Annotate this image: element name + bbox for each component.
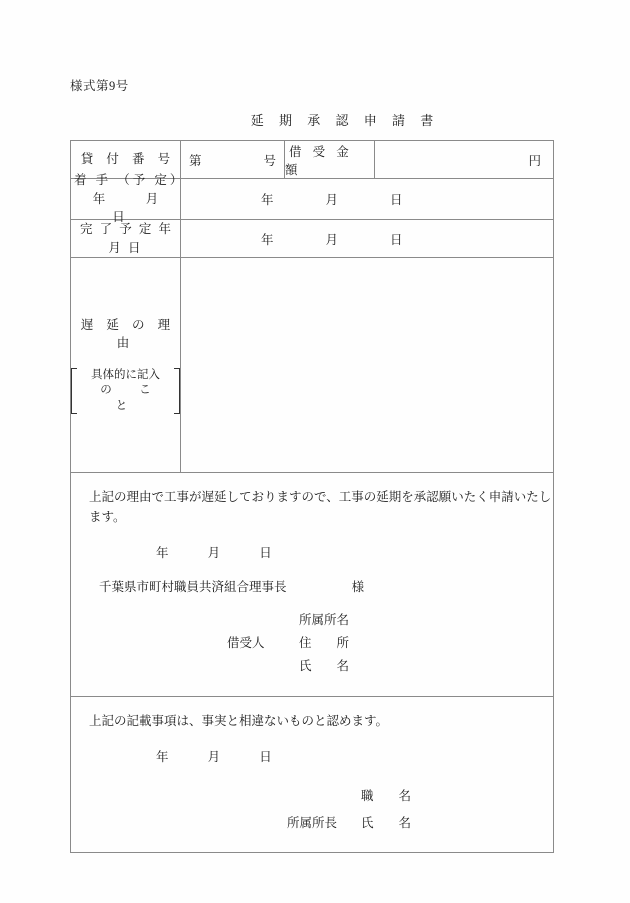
start-date-label-line1: 着 手 （予 定） [74,172,186,187]
start-date-month-unit: 月 [325,193,339,207]
application-signature-block [71,609,553,678]
application-addressee-name: 千葉県市町村職員共済組合理事長 [99,580,287,594]
table-row-completion-date [71,220,553,258]
delay-reason-title: 遅 延 の 理 由 [80,317,176,350]
start-date-label-line2: 年 月 日 [92,191,199,225]
application-address-label: 住 所 [299,636,350,651]
certification-name-line[interactable] [287,810,553,836]
application-addressee-line [71,577,553,595]
application-date-year-unit: 年 [156,546,169,560]
completion-date-day-unit: 日 [390,232,403,247]
certification-block [71,697,553,852]
application-block [71,473,553,696]
certification-title-line[interactable] [361,783,553,809]
start-date-label [71,172,199,225]
delay-reason-note-line1: 具体的に記入 [91,368,160,381]
certification-date-year-unit: 年 [156,750,169,765]
table-row-start-date [71,172,553,225]
start-date-input[interactable] [181,179,553,219]
amount-unit: 円 [528,153,541,168]
application-form-table [70,140,554,853]
bracket-right-icon [174,368,180,415]
document-title: 延 期 承 認 申 請 書 [250,113,440,128]
amount-label: 借 受 金 額 [285,141,375,178]
completion-date-label: 完 了 予 定 年 月 日 [71,220,181,257]
bracket-left-icon [71,368,77,415]
delay-reason-note-line2: の こ と [100,384,179,412]
loan-number-suffix: 号 [263,153,276,168]
application-address-line[interactable] [227,632,553,655]
start-date-day-unit: 日 [390,193,403,207]
application-signer-role: 借受人 [227,636,265,651]
certification-signer-role: 所属所長 [287,815,338,830]
application-date-day-unit: 日 [259,546,272,560]
delay-reason-note [71,368,180,415]
table-row-certification [71,697,553,852]
completion-date-month-unit: 月 [325,232,339,247]
start-date-year-unit: 年 [261,193,274,207]
application-office-label: 所属所名 [299,613,350,627]
application-office-line[interactable] [299,609,553,632]
loan-number-label: 貸 付 番 号 [71,141,181,178]
amount-input[interactable] [375,141,553,178]
completion-date-input[interactable] [181,220,553,257]
certification-name-label: 氏 名 [361,815,412,830]
certification-date-month-unit: 月 [207,750,221,765]
certification-signature-block [71,783,553,836]
loan-number-prefix: 第 [189,153,202,168]
application-date-line[interactable] [71,543,553,561]
table-row-application-statement [71,473,553,697]
delay-reason-input[interactable] [181,258,553,472]
delay-reason-label [71,258,181,472]
application-name-line[interactable] [299,655,553,678]
application-date-month-unit: 月 [207,546,221,560]
certification-date-line[interactable] [71,747,553,765]
certification-title-label: 職 名 [361,789,412,804]
completion-date-year-unit: 年 [261,232,274,247]
form-code-label: 様式第9号 [70,79,129,93]
application-addressee-honorific: 様 [351,580,365,594]
loan-number-input[interactable] [181,141,285,178]
application-name-label: 氏 名 [299,659,350,674]
table-row-delay-reason [71,258,553,473]
certification-statement-text: 上記の記載事項は、事実と相違ないものと認めます。 [89,714,389,729]
certification-date-day-unit: 日 [259,750,272,765]
application-statement-text: 上記の理由で工事が遅延しておりますので、工事の延期を承認願いたく申請いたします。 [89,490,552,524]
